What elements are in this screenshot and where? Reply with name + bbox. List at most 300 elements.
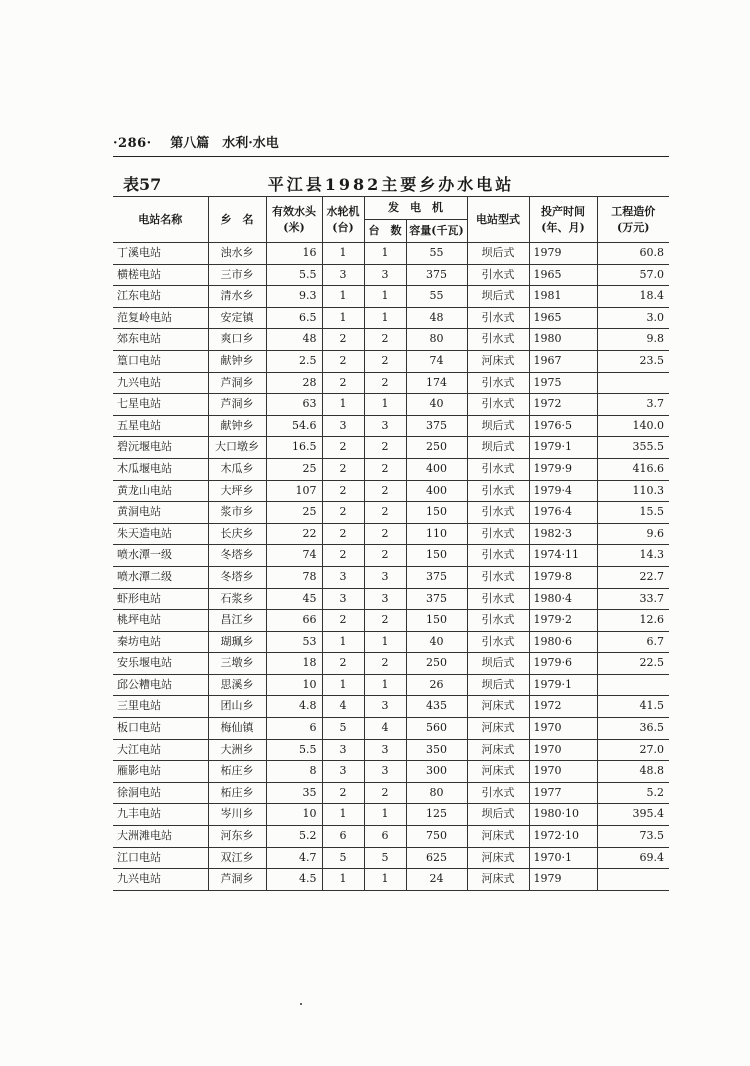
cell-effective-head: 5.5 — [266, 264, 322, 286]
cell-turbine-count: 2 — [322, 545, 364, 567]
cell-effective-head: 4.5 — [266, 869, 322, 891]
cell-turbine-count: 2 — [322, 329, 364, 351]
cell-station-name: 秦坊电站 — [113, 631, 208, 653]
cell-turbine-count: 5 — [322, 718, 364, 740]
cell-capacity: 350 — [406, 739, 467, 761]
table-row — [113, 869, 669, 891]
cell-effective-head: 53 — [266, 631, 322, 653]
cell-capacity: 40 — [406, 394, 467, 416]
cell-capacity: 250 — [406, 653, 467, 675]
col-header-cost-unit: (万元) — [617, 220, 650, 234]
col-header-date — [529, 197, 597, 243]
cell-commission-date: 1980·10 — [529, 804, 597, 826]
cell-station-type: 引水式 — [467, 545, 529, 567]
cell-turbine-count: 2 — [322, 480, 364, 502]
cell-capacity: 150 — [406, 545, 467, 567]
cell-capacity: 150 — [406, 610, 467, 632]
cell-effective-head: 28 — [266, 372, 322, 394]
col-header-head-unit: (米) — [283, 220, 305, 234]
cell-turbine-count: 3 — [322, 761, 364, 783]
cell-effective-head: 45 — [266, 588, 322, 610]
col-header-gen-units: 台 数 — [364, 220, 406, 243]
cell-station-name: 九兴电站 — [113, 869, 208, 891]
cell-capacity: 750 — [406, 826, 467, 848]
table-row — [113, 502, 669, 524]
table-row — [113, 243, 669, 265]
cell-effective-head: 16.5 — [266, 437, 322, 459]
cell-capacity: 375 — [406, 415, 467, 437]
page-speck — [300, 1003, 302, 1005]
col-header-head-label: 有效水头 — [272, 204, 316, 218]
cell-generator-count: 2 — [364, 610, 406, 632]
table-row — [113, 350, 669, 372]
cell-turbine-count: 2 — [322, 458, 364, 480]
cell-station-name: 篁口电站 — [113, 350, 208, 372]
cell-commission-date: 1972 — [529, 696, 597, 718]
cell-turbine-count: 1 — [322, 243, 364, 265]
cell-generator-count: 3 — [364, 415, 406, 437]
cell-commission-date: 1976·5 — [529, 415, 597, 437]
table-row — [113, 264, 669, 286]
page-number: ·286· — [113, 136, 152, 151]
cell-township: 瑚珮乡 — [208, 631, 266, 653]
cell-station-name: 五星电站 — [113, 415, 208, 437]
cell-turbine-count: 2 — [322, 437, 364, 459]
cell-commission-date: 1979·4 — [529, 480, 597, 502]
col-header-cost — [597, 197, 669, 243]
cell-turbine-count: 4 — [322, 696, 364, 718]
cell-commission-date: 1980·6 — [529, 631, 597, 653]
cell-township: 柘庄乡 — [208, 782, 266, 804]
cell-township: 石浆乡 — [208, 588, 266, 610]
cell-commission-date: 1982·3 — [529, 523, 597, 545]
cell-project-cost: 69.4 — [597, 847, 669, 869]
cell-turbine-count: 6 — [322, 826, 364, 848]
cell-turbine-count: 2 — [322, 782, 364, 804]
cell-project-cost — [597, 372, 669, 394]
cell-station-name: 桃坪电站 — [113, 610, 208, 632]
cell-turbine-count: 3 — [322, 566, 364, 588]
cell-commission-date: 1974·11 — [529, 545, 597, 567]
cell-effective-head: 9.3 — [266, 286, 322, 308]
cell-generator-count: 2 — [364, 350, 406, 372]
table-row — [113, 415, 669, 437]
cell-station-name: 碧沅堰电站 — [113, 437, 208, 459]
cell-station-type: 坝后式 — [467, 415, 529, 437]
cell-generator-count: 3 — [364, 588, 406, 610]
cell-generator-count: 1 — [364, 804, 406, 826]
cell-station-name: 三里电站 — [113, 696, 208, 718]
cell-township: 大坪乡 — [208, 480, 266, 502]
cell-effective-head: 2.5 — [266, 350, 322, 372]
cell-township: 献钟乡 — [208, 415, 266, 437]
cell-township: 三市乡 — [208, 264, 266, 286]
cell-generator-count: 2 — [364, 437, 406, 459]
table-row — [113, 394, 669, 416]
table-title: 平江县1982主要乡办水电站 — [267, 175, 515, 194]
cell-generator-count: 1 — [364, 674, 406, 696]
col-header-turbine-label: 水轮机 — [326, 204, 360, 218]
table-row — [113, 545, 669, 567]
cell-township: 浊水乡 — [208, 243, 266, 265]
table-row — [113, 286, 669, 308]
cell-commission-date: 1979·1 — [529, 674, 597, 696]
cell-project-cost: 12.6 — [597, 610, 669, 632]
cell-station-name: 大洲滩电站 — [113, 826, 208, 848]
cell-commission-date: 1977 — [529, 782, 597, 804]
cell-station-type: 坝后式 — [467, 243, 529, 265]
cell-generator-count: 2 — [364, 782, 406, 804]
cell-station-type: 河床式 — [467, 696, 529, 718]
cell-turbine-count: 3 — [322, 588, 364, 610]
cell-project-cost: 73.5 — [597, 826, 669, 848]
cell-commission-date: 1979·2 — [529, 610, 597, 632]
cell-station-type: 引水式 — [467, 372, 529, 394]
table-row — [113, 782, 669, 804]
cell-capacity: 375 — [406, 588, 467, 610]
cell-station-type: 河床式 — [467, 826, 529, 848]
cell-station-type: 引水式 — [467, 523, 529, 545]
cell-effective-head: 74 — [266, 545, 322, 567]
table-row — [113, 523, 669, 545]
cell-township: 芦洞乡 — [208, 372, 266, 394]
cell-commission-date: 1972·10 — [529, 826, 597, 848]
cell-generator-count: 6 — [364, 826, 406, 848]
cell-turbine-count: 3 — [322, 415, 364, 437]
cell-township: 芦洞乡 — [208, 394, 266, 416]
cell-generator-count: 1 — [364, 394, 406, 416]
cell-generator-count: 2 — [364, 458, 406, 480]
cell-capacity: 560 — [406, 718, 467, 740]
cell-station-type: 坝后式 — [467, 437, 529, 459]
cell-project-cost: 3.7 — [597, 394, 669, 416]
cell-project-cost: 395.4 — [597, 804, 669, 826]
cell-station-name: 喷水潭一级 — [113, 545, 208, 567]
cell-effective-head: 35 — [266, 782, 322, 804]
cell-capacity: 250 — [406, 437, 467, 459]
cell-project-cost: 5.2 — [597, 782, 669, 804]
cell-effective-head: 63 — [266, 394, 322, 416]
col-header-type: 电站型式 — [467, 197, 529, 243]
table-row — [113, 696, 669, 718]
cell-station-type: 引水式 — [467, 394, 529, 416]
cell-station-type: 河床式 — [467, 869, 529, 891]
cell-project-cost: 22.5 — [597, 653, 669, 675]
col-header-date-label: 投产时间 — [541, 204, 585, 218]
cell-generator-count: 3 — [364, 761, 406, 783]
cell-turbine-count: 1 — [322, 869, 364, 891]
cell-project-cost: 36.5 — [597, 718, 669, 740]
cell-station-name: 木瓜堰电站 — [113, 458, 208, 480]
table-row — [113, 847, 669, 869]
cell-generator-count: 3 — [364, 264, 406, 286]
cell-effective-head: 66 — [266, 610, 322, 632]
cell-station-name: 徐洞电站 — [113, 782, 208, 804]
cell-station-type: 坝后式 — [467, 653, 529, 675]
cell-generator-count: 2 — [364, 523, 406, 545]
cell-station-type: 河床式 — [467, 350, 529, 372]
cell-township: 芦洞乡 — [208, 869, 266, 891]
cell-effective-head: 10 — [266, 674, 322, 696]
cell-township: 昌江乡 — [208, 610, 266, 632]
cell-station-type: 河床式 — [467, 761, 529, 783]
cell-turbine-count: 2 — [322, 610, 364, 632]
cell-effective-head: 25 — [266, 458, 322, 480]
cell-generator-count: 3 — [364, 696, 406, 718]
cell-station-type: 引水式 — [467, 631, 529, 653]
cell-effective-head: 18 — [266, 653, 322, 675]
cell-capacity: 400 — [406, 458, 467, 480]
cell-turbine-count: 1 — [322, 307, 364, 329]
cell-station-name: 雁影电站 — [113, 761, 208, 783]
cell-generator-count: 2 — [364, 372, 406, 394]
cell-project-cost: 27.0 — [597, 739, 669, 761]
cell-commission-date: 1972 — [529, 394, 597, 416]
cell-commission-date: 1967 — [529, 350, 597, 372]
cell-turbine-count: 1 — [322, 286, 364, 308]
cell-generator-count: 1 — [364, 243, 406, 265]
cell-effective-head: 4.8 — [266, 696, 322, 718]
cell-township: 献钟乡 — [208, 350, 266, 372]
cell-effective-head: 5.2 — [266, 826, 322, 848]
hydropower-table — [113, 196, 669, 891]
cell-commission-date: 1980 — [529, 329, 597, 351]
cell-generator-count: 2 — [364, 653, 406, 675]
cell-station-type: 引水式 — [467, 566, 529, 588]
col-header-cost-label: 工程造价 — [611, 204, 656, 218]
cell-generator-count: 4 — [364, 718, 406, 740]
cell-project-cost: 3.0 — [597, 307, 669, 329]
table-row — [113, 480, 669, 502]
table-row — [113, 588, 669, 610]
cell-commission-date: 1965 — [529, 307, 597, 329]
cell-capacity: 80 — [406, 329, 467, 351]
cell-capacity: 74 — [406, 350, 467, 372]
cell-station-type: 坝后式 — [467, 804, 529, 826]
cell-township: 河东乡 — [208, 826, 266, 848]
table-caption — [113, 172, 669, 194]
cell-capacity: 400 — [406, 480, 467, 502]
cell-commission-date: 1975 — [529, 372, 597, 394]
col-header-turbine — [322, 197, 364, 243]
cell-township: 大洲乡 — [208, 739, 266, 761]
cell-township: 梅仙镇 — [208, 718, 266, 740]
cell-station-name: 七星电站 — [113, 394, 208, 416]
cell-project-cost: 23.5 — [597, 350, 669, 372]
cell-project-cost — [597, 869, 669, 891]
cell-township: 浆市乡 — [208, 502, 266, 524]
cell-turbine-count: 2 — [322, 653, 364, 675]
cell-township: 冬塔乡 — [208, 545, 266, 567]
cell-effective-head: 5.5 — [266, 739, 322, 761]
cell-project-cost: 9.8 — [597, 329, 669, 351]
cell-township: 清水乡 — [208, 286, 266, 308]
cell-capacity: 40 — [406, 631, 467, 653]
table-row — [113, 631, 669, 653]
cell-station-name: 板口电站 — [113, 718, 208, 740]
cell-commission-date: 1979·1 — [529, 437, 597, 459]
cell-capacity: 375 — [406, 566, 467, 588]
cell-turbine-count: 1 — [322, 804, 364, 826]
cell-township: 冬塔乡 — [208, 566, 266, 588]
cell-station-type: 河床式 — [467, 739, 529, 761]
cell-capacity: 24 — [406, 869, 467, 891]
table-row — [113, 826, 669, 848]
col-header-date-unit: (年、月) — [541, 220, 585, 234]
cell-project-cost: 9.6 — [597, 523, 669, 545]
cell-capacity: 300 — [406, 761, 467, 783]
cell-station-type: 河床式 — [467, 847, 529, 869]
cell-township: 岑川乡 — [208, 804, 266, 826]
cell-township: 团山乡 — [208, 696, 266, 718]
cell-turbine-count: 2 — [322, 523, 364, 545]
cell-station-name: 郊东电站 — [113, 329, 208, 351]
cell-generator-count: 1 — [364, 286, 406, 308]
cell-station-name: 范复岭电站 — [113, 307, 208, 329]
cell-effective-head: 8 — [266, 761, 322, 783]
col-header-gen-capacity: 容量(千瓦) — [406, 220, 467, 243]
section-title: 第八篇 水利·水电 — [170, 136, 279, 151]
cell-turbine-count: 5 — [322, 847, 364, 869]
cell-station-name: 黄龙山电站 — [113, 480, 208, 502]
cell-turbine-count: 1 — [322, 394, 364, 416]
cell-township: 大口墩乡 — [208, 437, 266, 459]
cell-commission-date: 1979·8 — [529, 566, 597, 588]
cell-station-type: 引水式 — [467, 610, 529, 632]
cell-project-cost: 110.3 — [597, 480, 669, 502]
cell-capacity: 375 — [406, 264, 467, 286]
cell-turbine-count: 3 — [322, 264, 364, 286]
cell-station-type: 引水式 — [467, 782, 529, 804]
cell-commission-date: 1976·4 — [529, 502, 597, 524]
cell-generator-count: 2 — [364, 329, 406, 351]
cell-turbine-count: 2 — [322, 372, 364, 394]
cell-capacity: 150 — [406, 502, 467, 524]
cell-capacity: 48 — [406, 307, 467, 329]
cell-commission-date: 1979·6 — [529, 653, 597, 675]
cell-effective-head: 107 — [266, 480, 322, 502]
cell-turbine-count: 2 — [322, 502, 364, 524]
cell-generator-count: 5 — [364, 847, 406, 869]
table-row — [113, 674, 669, 696]
cell-turbine-count: 3 — [322, 739, 364, 761]
cell-capacity: 26 — [406, 674, 467, 696]
cell-project-cost: 18.4 — [597, 286, 669, 308]
table-row — [113, 329, 669, 351]
cell-station-name: 九兴电站 — [113, 372, 208, 394]
cell-effective-head: 10 — [266, 804, 322, 826]
header-rule — [113, 156, 669, 157]
table-row — [113, 372, 669, 394]
cell-township: 木瓜乡 — [208, 458, 266, 480]
cell-generator-count: 2 — [364, 480, 406, 502]
cell-township: 安定镇 — [208, 307, 266, 329]
cell-project-cost: 33.7 — [597, 588, 669, 610]
cell-capacity: 55 — [406, 243, 467, 265]
cell-generator-count: 1 — [364, 869, 406, 891]
cell-generator-count: 2 — [364, 502, 406, 524]
table-row — [113, 804, 669, 826]
cell-commission-date: 1970 — [529, 761, 597, 783]
cell-commission-date: 1970 — [529, 739, 597, 761]
cell-commission-date: 1979·9 — [529, 458, 597, 480]
table-row — [113, 610, 669, 632]
cell-project-cost: 48.8 — [597, 761, 669, 783]
cell-township: 爽口乡 — [208, 329, 266, 351]
cell-generator-count: 2 — [364, 545, 406, 567]
cell-project-cost: 15.5 — [597, 502, 669, 524]
cell-effective-head: 48 — [266, 329, 322, 351]
cell-station-name: 虾形电站 — [113, 588, 208, 610]
table-row — [113, 566, 669, 588]
cell-capacity: 110 — [406, 523, 467, 545]
cell-township: 思溪乡 — [208, 674, 266, 696]
cell-commission-date: 1965 — [529, 264, 597, 286]
cell-commission-date: 1970·1 — [529, 847, 597, 869]
cell-commission-date: 1979 — [529, 869, 597, 891]
cell-capacity: 625 — [406, 847, 467, 869]
col-header-head — [266, 197, 322, 243]
cell-township: 柘庄乡 — [208, 761, 266, 783]
cell-capacity: 55 — [406, 286, 467, 308]
table-row — [113, 761, 669, 783]
cell-project-cost — [597, 674, 669, 696]
cell-commission-date: 1970 — [529, 718, 597, 740]
cell-station-type: 坝后式 — [467, 674, 529, 696]
cell-station-name: 安乐堰电站 — [113, 653, 208, 675]
cell-commission-date: 1981 — [529, 286, 597, 308]
col-header-name: 电站名称 — [113, 197, 208, 243]
cell-township: 三墩乡 — [208, 653, 266, 675]
cell-capacity: 174 — [406, 372, 467, 394]
cell-station-name: 大江电站 — [113, 739, 208, 761]
cell-township: 长庆乡 — [208, 523, 266, 545]
cell-effective-head: 78 — [266, 566, 322, 588]
cell-turbine-count: 2 — [322, 350, 364, 372]
cell-effective-head: 22 — [266, 523, 322, 545]
cell-effective-head: 4.7 — [266, 847, 322, 869]
cell-effective-head: 6 — [266, 718, 322, 740]
cell-commission-date: 1979 — [529, 243, 597, 265]
cell-generator-count: 3 — [364, 566, 406, 588]
table-row — [113, 718, 669, 740]
cell-project-cost: 57.0 — [597, 264, 669, 286]
cell-station-type: 引水式 — [467, 264, 529, 286]
cell-station-name: 江口电站 — [113, 847, 208, 869]
cell-station-name: 丁溪电站 — [113, 243, 208, 265]
col-header-generator: 发 电 机 — [364, 197, 467, 220]
cell-project-cost: 416.6 — [597, 458, 669, 480]
cell-generator-count: 1 — [364, 307, 406, 329]
cell-station-type: 引水式 — [467, 502, 529, 524]
cell-project-cost: 60.8 — [597, 243, 669, 265]
cell-capacity: 125 — [406, 804, 467, 826]
cell-station-name: 横槎电站 — [113, 264, 208, 286]
cell-effective-head: 25 — [266, 502, 322, 524]
cell-commission-date: 1980·4 — [529, 588, 597, 610]
cell-generator-count: 1 — [364, 631, 406, 653]
cell-project-cost: 355.5 — [597, 437, 669, 459]
cell-generator-count: 3 — [364, 739, 406, 761]
cell-station-type: 坝后式 — [467, 286, 529, 308]
cell-station-name: 九丰电站 — [113, 804, 208, 826]
cell-station-type: 引水式 — [467, 480, 529, 502]
cell-project-cost: 22.7 — [597, 566, 669, 588]
cell-station-type: 引水式 — [467, 329, 529, 351]
cell-effective-head: 16 — [266, 243, 322, 265]
table-row — [113, 458, 669, 480]
cell-turbine-count: 1 — [322, 674, 364, 696]
